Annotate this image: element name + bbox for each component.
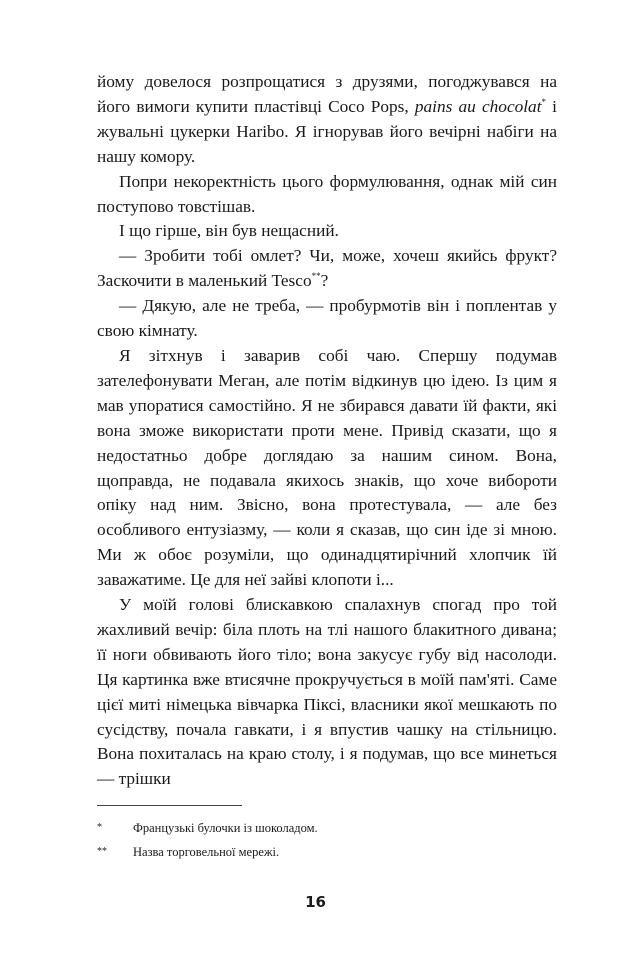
text-run: І що гірше, він був нещасний. <box>119 221 339 241</box>
body-text <box>97 70 557 792</box>
text-run: Я зітхнув і заварив собі чаю. Спершу подумав зателефонувати Меган, але потім відкинув цю ідею. Із цим я мав упоратися самостійно. Я не збирався давати їй факти, які вона зможе використати проти мене. Привід сказати, що я недостатньо добре доглядаю за нашим сином. Вона, щоправда, не подавала якихось знаків, що хоче вибороти опіку над ним. Звісно, вона протестувала, — але без особливого ентузіазму, — коли я сказав, що син іде зі мною. Ми ж обоє розуміли, що одинадцятирічний хлопчик їй заважатиме. Це для неї зайві клопоти і... <box>97 345 557 590</box>
footnote-2 <box>97 844 279 860</box>
footnote-1-mark: * <box>97 822 102 833</box>
text-run: У моїй голові блискавкою спалахнув спогад про той жахливий вечір: біла плоть на тлі нашого блакитного дивана; її ноги обвивають його тіло; вона закусує губу від насолоди. Ця картинка вже втисячне прокручується в моїй пам'яті. Саме цієї миті німецька вівчарка Піксі, власники якої мешкають по сусідству, почала гавкати, і я впустив чашку на стільницю. Вона похиталась на краю столу, і я подумав, що все минеться — трішки <box>97 595 557 789</box>
text-run: ? <box>320 271 329 291</box>
text-run: — Зробити тобі омлет? Чи, може, хочеш якийсь фрукт? Заскочити в маленький Tesco <box>97 246 557 291</box>
footnote-ref: ** <box>311 271 321 282</box>
paragraph <box>97 593 557 792</box>
text-run: йому довелося розпрощатися з друзями, погоджувався на його вимоги купити пластівці Coco Pops, <box>97 72 557 116</box>
paragraph <box>97 344 557 593</box>
paragraph <box>97 70 557 170</box>
footnote-1-text: Французькі булочки із шоколадом. <box>133 821 318 835</box>
footnote-divider <box>97 805 242 806</box>
paragraph <box>97 219 557 244</box>
footnote-2-text: Назва торговельної мережі. <box>133 845 280 859</box>
text-run: — Дякую, але не треба, — пробурмотів він і поплентав у свою кімнату. <box>97 296 557 341</box>
footnote-1 <box>97 820 318 836</box>
paragraph <box>97 170 557 220</box>
page-number: 16 <box>305 893 326 911</box>
italic-phrase: pains au chocolat <box>414 96 542 116</box>
text-run: і жувальні цукерки Haribo. Я ігнорував його вечірні набіги на нашу комору. <box>97 96 557 166</box>
footnote-ref: * <box>541 97 546 108</box>
paragraph <box>97 294 557 344</box>
paragraph <box>97 244 557 294</box>
footnote-2-mark: ** <box>97 846 107 857</box>
text-run: Попри некоректність цього формулювання, однак мій син поступово товстішав. <box>97 171 557 216</box>
